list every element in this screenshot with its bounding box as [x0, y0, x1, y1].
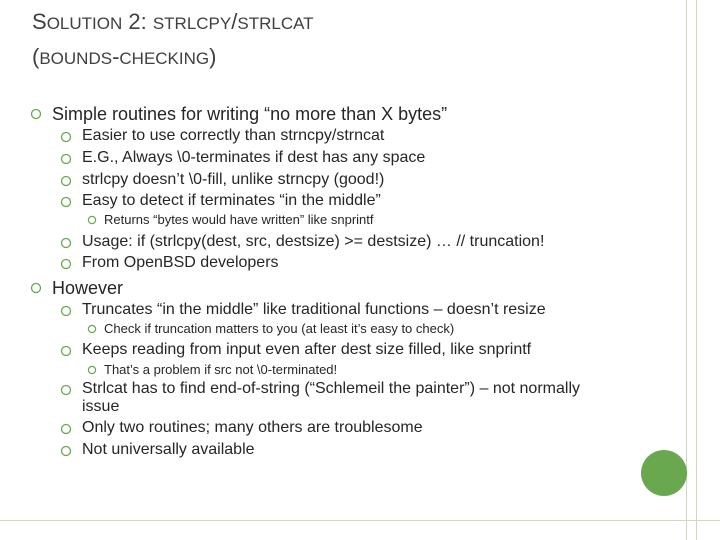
bullet-text: Returns “bytes would have written” like snprintf — [104, 212, 374, 227]
bullet-text: Strlcat has to find end-of-string (“Schlemeil the painter”) – not normally issue — [82, 380, 580, 415]
frame-line-right-inner — [686, 0, 687, 540]
slide-title — [32, 6, 652, 76]
bullet-text: However — [52, 278, 124, 298]
decorative-green-circle — [641, 450, 687, 496]
circle-bullet-icon — [60, 258, 72, 270]
bullet-text: That’s a problem if src not \0-terminated! — [104, 362, 338, 377]
circle-bullet-icon — [60, 345, 72, 357]
circle-bullet-icon — [87, 324, 97, 334]
frame-line-bottom — [0, 520, 720, 521]
circle-bullet-icon — [30, 108, 42, 120]
bullet-text: From OpenBSD developers — [82, 254, 279, 271]
bullet-text: Check if truncation matters to you (at least it’s easy to check) — [104, 321, 455, 336]
circle-bullet-icon — [60, 305, 72, 317]
bullet-text: strlcpy doesn’t \0-fill, unlike strncpy (good!) — [82, 171, 385, 188]
circle-bullet-icon — [60, 384, 72, 396]
bullet-text: Truncates “in the middle” like traditional functions – doesn’t resize — [82, 301, 546, 318]
circle-bullet-icon — [30, 282, 42, 294]
bullet-text: Keeps reading from input even after dest size filled, like snprintf — [82, 341, 532, 358]
frame-line-right-outer — [696, 0, 697, 540]
circle-bullet-icon — [60, 423, 72, 435]
circle-bullet-icon — [60, 445, 72, 457]
slide-title-line-2: (BOUNDS-CHECKING) — [32, 44, 217, 69]
circle-bullet-icon — [87, 365, 97, 375]
circle-bullet-icon — [60, 237, 72, 249]
bullet-text: Easier to use correctly than strncpy/strncat — [82, 127, 385, 144]
circle-bullet-icon — [60, 153, 72, 165]
bullet-text: Simple routines for writing “no more than X bytes” — [52, 104, 448, 124]
circle-bullet-icon — [60, 196, 72, 208]
bullet-text: Easy to detect if terminates “in the middle” — [82, 192, 381, 209]
circle-bullet-icon — [60, 131, 72, 143]
bullet-text: Usage: if (strlcpy(dest, src, destsize) >= destsize) … // truncation! — [82, 233, 545, 250]
circle-bullet-icon — [60, 175, 72, 187]
bullet-text: Only two routines; many others are troublesome — [82, 419, 423, 436]
bullet-text: Not universally available — [82, 441, 255, 458]
bullet-text: E.G., Always \0-terminates if dest has any space — [82, 149, 426, 166]
slide-title-line-1: SOLUTION 2: STRLCPY/STRLCAT — [32, 9, 314, 34]
circle-bullet-icon — [87, 215, 97, 225]
